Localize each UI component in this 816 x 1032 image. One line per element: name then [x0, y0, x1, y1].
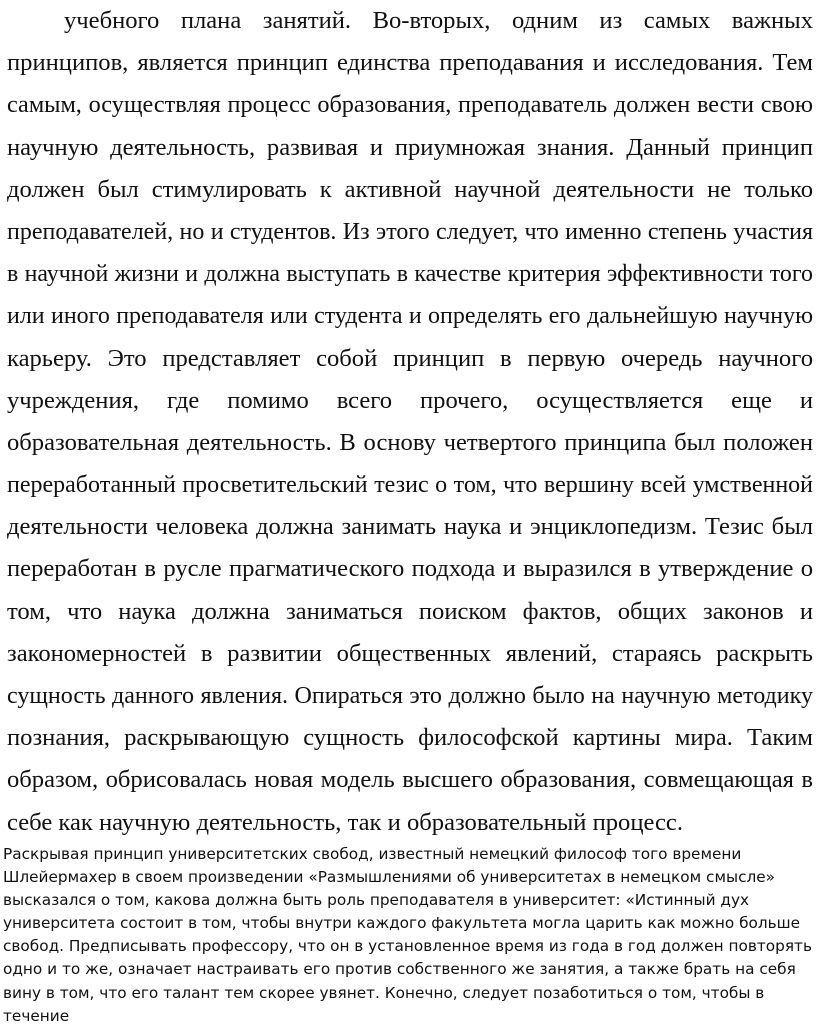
paragraph-line: учреждения, где помимо всего прочего, осуществляется еще и: [7, 386, 813, 414]
paragraph-line: образовательная деятельность. В основу четвертого принципа был положен: [7, 428, 813, 456]
note-line: Раскрывая принцип университетских свобод, известный немецкий философ того времени: [3, 845, 742, 863]
paragraph-line: себе как научную деятельность, так и образовательный процесс.: [7, 808, 683, 836]
note-paragraph: [3, 843, 813, 1028]
paragraph-line: в научной жизни и должна выступать в качестве критерия эффективности того: [7, 261, 813, 288]
paragraph-line: переработанный просветительский тезис о том, что вершину всей умственной: [7, 472, 813, 499]
paragraph-line: карьеру. Это представляет собой принцип в первую очередь научного: [7, 344, 813, 372]
paragraph-line: преподавателей, но и студентов. Из этого следует, что именно степень участия: [7, 218, 813, 245]
paragraph-line: или иного преподавателя или студента и определять его дальнейшую научную: [7, 303, 813, 330]
paragraph-line: должен был стимулировать к активной научной деятельности не только: [7, 175, 813, 203]
paragraph-line: учебного плана занятий. Во-вторых, одним из самых важных: [64, 7, 813, 34]
note-line: университета состоит в том, чтобы внутри каждого факультета могла царить как можно больше: [3, 914, 801, 933]
main-paragraph: [7, 0, 813, 844]
paragraph-line: принципов, является принцип единства преподавания и исследования. Тем: [7, 49, 813, 77]
note-line: одно и то же, означает настраивать его против собственного же занятия, а также брать на себя: [3, 960, 796, 979]
note-line: вину в том, что его талант тем скорее увянет. Конечно, следует позаботиться о том, чтобы в: [3, 983, 765, 1002]
note-line: свобод. Предписывать профессору, что он в установленное время из года в год должен повторять: [3, 937, 812, 956]
paragraph-line: познания, раскрывающую сущность философской картины мира. Таким: [7, 724, 813, 752]
note-line: течение: [3, 1006, 70, 1025]
paragraph-line: образом, обрисовалась новая модель высшего образования, совмещающая в: [7, 766, 813, 794]
paragraph-line: сущность данного явления. Опираться это должно было на научную методику: [7, 683, 813, 709]
note-line: Шлейермахер в своем произведении «Размышлениями об университетах в немецком смысле»: [3, 868, 776, 887]
paragraph-line: закономерностей в развитии общественных явлений, стараясь раскрыть: [7, 639, 813, 667]
paragraph-line: самым, осуществляя процесс образования, преподаватель должен вести свою: [7, 91, 813, 119]
paragraph-line: том, что наука должна заниматься поиском фактов, общих законов и: [7, 597, 813, 625]
note-line: высказался о том, какова должна быть роль преподавателя в университет: «Истинный дух: [3, 891, 750, 910]
paragraph-line: переработан в русле прагматического подхода и выразился в утверждение о: [7, 555, 813, 583]
paragraph-line: научную деятельность, развивая и приумножая знания. Данный принцип: [7, 133, 813, 161]
paragraph-line: деятельности человека должна занимать наука и энциклопедизм. Тезис был: [7, 513, 813, 541]
